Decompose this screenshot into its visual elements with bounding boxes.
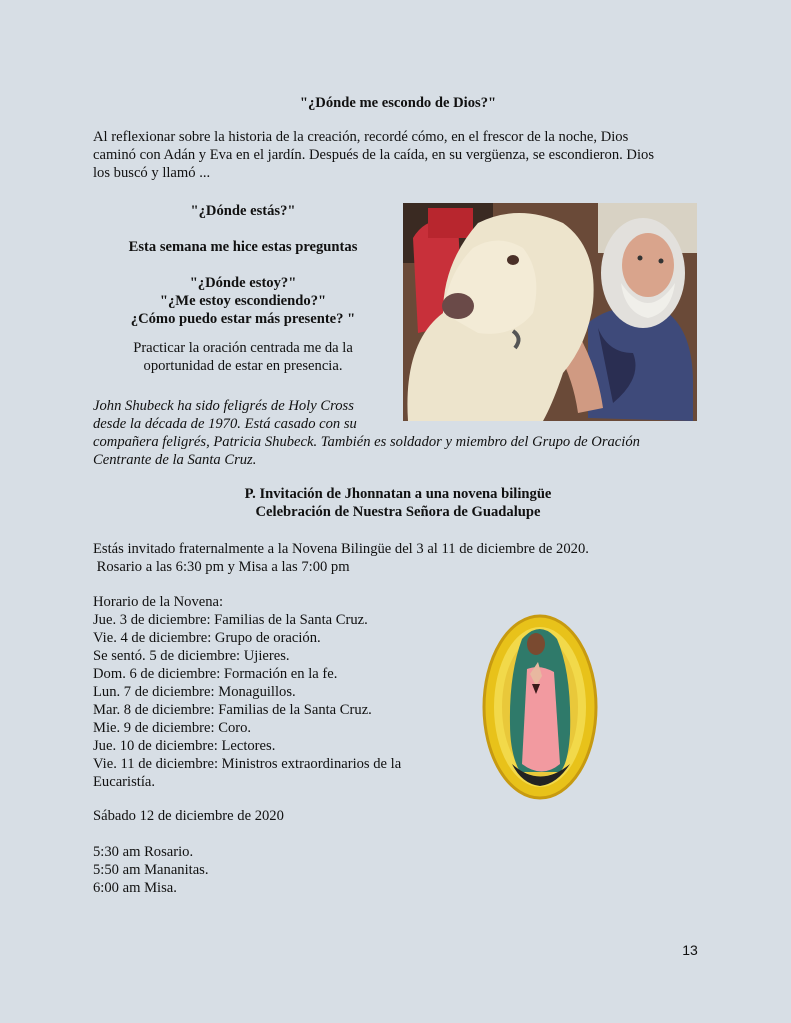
schedule-heading: Horario de la Novena: [93,594,224,610]
invite-line: Estás invitado fraternalmente a la Novena Bilingüe del 3 al 11 de diciembre de 2020. [93,541,589,557]
schedule-line: Dom. 6 de diciembre: Formación en la fe. [93,666,338,682]
question-line: "¿Dónde estoy?" [189,275,297,291]
reflection-column [93,202,393,375]
bio-line: compañera feligrés, Patricia Shubeck. También es soldador y miembro del Grupo de Oración [93,434,640,450]
author-bio [93,397,393,433]
schedule-line: Eucaristía. [93,774,155,790]
bio-line: Centrante de la Santa Cruz. [93,452,257,468]
intro-line: caminó con Adán y Eva en el jardín. Después de la caída, en su vergüenza, se escondieron. Dios [93,147,654,163]
our-lady-of-guadalupe-icon [482,614,598,800]
question-line: ¿Cómo puedo estar más presente? " [130,311,356,327]
intro-line: los buscó y llamó ... [93,165,211,181]
practice-line: oportunidad de estar en presencia. [143,358,343,374]
schedule-line: Jue. 3 de diciembre: Familias de la Santa Cruz. [93,612,368,628]
article-title: "¿Dónde me escondo de Dios?" [299,95,497,111]
novena-schedule [93,593,443,791]
novena-title-line: P. Invitación de Jhonnatan a una novena bilingüe [244,486,552,502]
bio-line: desde la década de 1970. Está casado con su [93,416,357,432]
author-bio-continued [93,433,713,469]
novena-title [93,485,703,521]
saturday-heading: Sábado 12 de diciembre de 2020 [93,808,284,824]
page-number: 13 [682,942,698,958]
schedule-line: Jue. 10 de diciembre: Lectores. [93,738,276,754]
saturday-item: 5:30 am Rosario. [93,844,194,860]
schedule-line: Vie. 4 de diciembre: Grupo de oración. [93,630,321,646]
saturday-item: 6:00 am Misa. [93,880,177,896]
novena-title-line: Celebración de Nuestra Señora de Guadalupe [255,504,541,520]
practice-line: Practicar la oración centrada me da la [133,340,353,356]
intro-line: Al reflexionar sobre la historia de la creación, recordé cómo, en el frescor de la noche, Dios [93,129,629,145]
schedule-line: Lun. 7 de diciembre: Monaguillos. [93,684,296,700]
subheading: Esta semana me hice estas preguntas [128,239,358,255]
saturday-schedule [93,807,443,897]
schedule-line: Mie. 9 de diciembre: Coro. [93,720,252,736]
photo-man-with-dog-icon [403,203,697,421]
article-intro [93,128,703,182]
question-where-are-you: "¿Dónde estás?" [190,203,296,219]
question-line: "¿Me estoy escondiendo?" [159,293,327,309]
saturday-item: 5:50 am Mananitas. [93,862,209,878]
schedule-line: Mar. 8 de diciembre: Familias de la Santa Cruz. [93,702,372,718]
novena-invitation [93,540,713,576]
invite-line: Rosario a las 6:30 pm y Misa a las 7:00 pm [93,559,350,575]
schedule-line: Se sentó. 5 de diciembre: Ujieres. [93,648,290,664]
schedule-line: Vie. 11 de diciembre: Ministros extraordinarios de la [93,756,402,772]
bio-line: John Shubeck ha sido feligrés de Holy Cross [93,398,354,414]
